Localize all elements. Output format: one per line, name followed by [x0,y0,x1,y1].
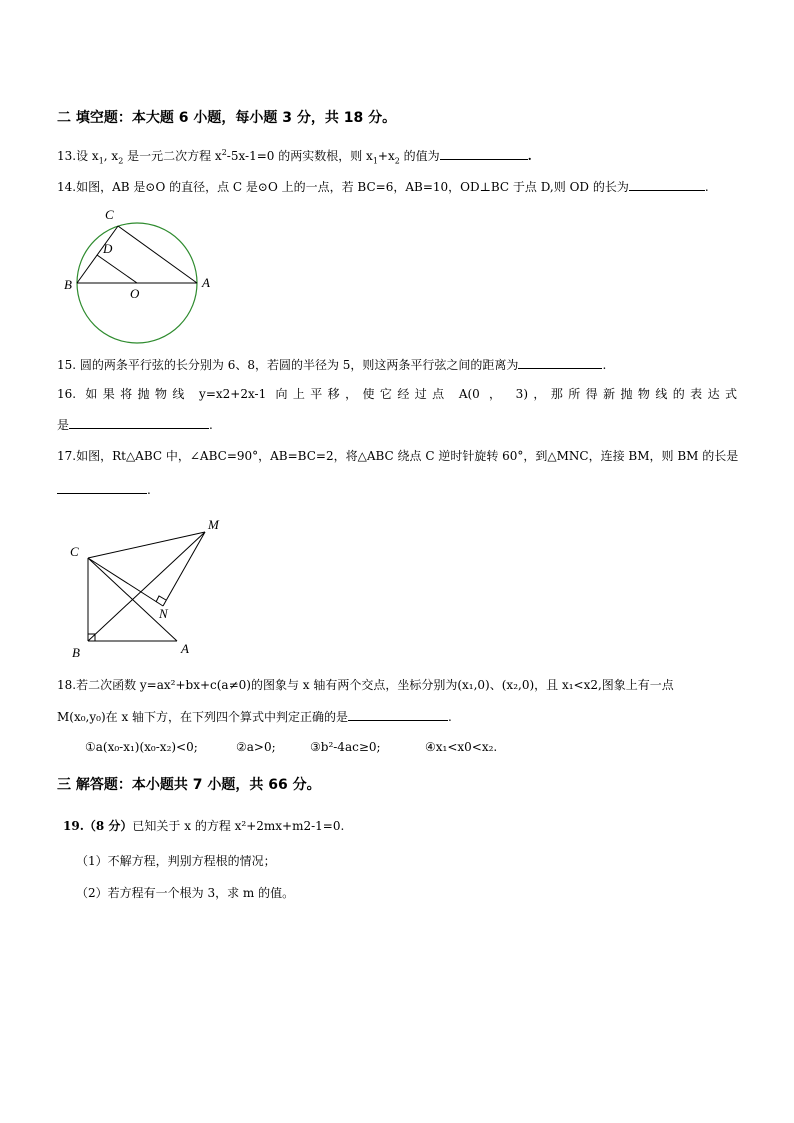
q13-text-c: 是一元二次方程 x [123,149,222,163]
q18-end: . [448,710,452,724]
fig17-label-n: N [159,606,168,621]
fig14-label-b: B [64,277,72,292]
section-3-title: 三 解答题：本小题共 7 小题，共 66 分。 [57,777,321,793]
q13-text-a: 设 x [76,149,99,163]
q17-end: . [147,483,151,497]
q18-option-3: ③b²-4ac≥0; [310,740,381,754]
q19-sub-2: （2）若方程有一个根为 3，求 m 的值。 [76,886,295,900]
q13-text-d: -5x-1=0 的两实数根，则 x [226,149,373,163]
q15-end: . [602,358,607,372]
q13-sub-3: 1 [372,156,378,166]
q14-text: 14.如图，AB 是⊙O 的直径，点 C 是⊙O 上的一点，若 BC=6，AB=10，OD⊥BC 于点 D,则 OD 的长为 [57,180,629,194]
fig17-segment-cm [88,532,205,558]
question-14 [57,178,709,195]
q18-answer-blank[interactable] [348,708,448,721]
question-16-line-2 [57,416,213,433]
fig17-label-b: B [72,645,80,660]
q19-sub-1: （1）不解方程，判别方程根的情况； [76,854,276,868]
fig14-segment-od [97,255,137,283]
question-18-line-1: 18.若二次函数 y=ax²+bx+c(a≠0)的图象与 x 轴有两个交点，坐标分别为(x₁,0)、(x₂,0)，且 x₁<x2,图象上有一点 [57,678,674,692]
fig14-label-c: C [105,207,114,222]
fig17-label-a: A [181,641,189,656]
q13-num: 13. [57,149,77,163]
q13-sub-1: 1 [98,156,104,166]
fig17-segment-bm [88,532,205,641]
q19-score: （8 分） [83,819,133,833]
section-2-title: 二 填空题：本大题 6 小题，每小题 3 分，共 18 分。 [57,110,397,126]
fig14-chord-ca [118,226,197,283]
question-13 [57,147,532,164]
q18-text-2: M(x₀,y₀)在 x 轴下方，在下列四个算式中判定正确的是 [57,710,349,724]
figure-14-circle [55,200,225,345]
q13-text-f: 的值为 [399,149,440,163]
fig17-label-c: C [70,544,79,559]
fig17-segment-mn [163,532,205,606]
q13-sup: 2 [221,148,227,157]
question-16-line-1: 16. 如果将抛物线 y=x2+2x-1 向上平移，使它经过点 A(0 ， 3)，那所得新抛物线的表达式 [57,387,737,401]
q16-end: . [209,418,213,432]
question-18-line-2 [57,708,452,725]
q13-text-b: , x [103,149,119,163]
fig14-label-o: O [130,286,140,301]
q15-answer-blank[interactable] [518,356,602,369]
question-19 [63,818,344,834]
q18-option-4: ④x₁<x0<x₂. [425,740,498,754]
q18-option-1: ①a(x₀-x₁)(x₀-x₂)<0; [85,740,198,754]
fig14-label-d: D [103,241,113,256]
q19-text: 已知关于 x 的方程 x²+2mx+m2-1=0. [132,819,345,833]
question-17-line-1: 17.如图，Rt△ABC 中，∠ABC=90°，AB=BC=2，将△ABC 绕点 C 逆时针旋转 60°，到△MNC，连接 BM，则 BM 的长是 [57,449,739,463]
q17-answer-blank[interactable] [57,481,147,494]
q13-sub-2: 2 [118,156,124,166]
q19-num: 19. [63,819,84,833]
question-17-line-2 [57,481,151,498]
q15-text: 15. 圆的两条平行弦的长分别为 6、8，若圆的半径为 5，则这两条平行弦之间的距离为 [57,358,519,372]
fig14-label-a: A [202,275,210,290]
figure-17-triangles [60,510,230,660]
fig17-right-angle-n [156,596,166,602]
q13-text-e: +x [377,149,395,163]
q14-answer-blank[interactable] [629,178,705,191]
fig17-label-m: M [208,517,219,532]
q13-answer-blank[interactable] [440,147,528,160]
q16-answer-blank[interactable] [69,416,209,429]
q18-option-2: ②a>0; [236,740,276,754]
question-15 [57,356,606,373]
q14-end: . [704,180,709,194]
q13-end: . [527,149,532,163]
q16-text-2: 是 [57,418,70,432]
q13-sub-4: 2 [394,156,400,166]
